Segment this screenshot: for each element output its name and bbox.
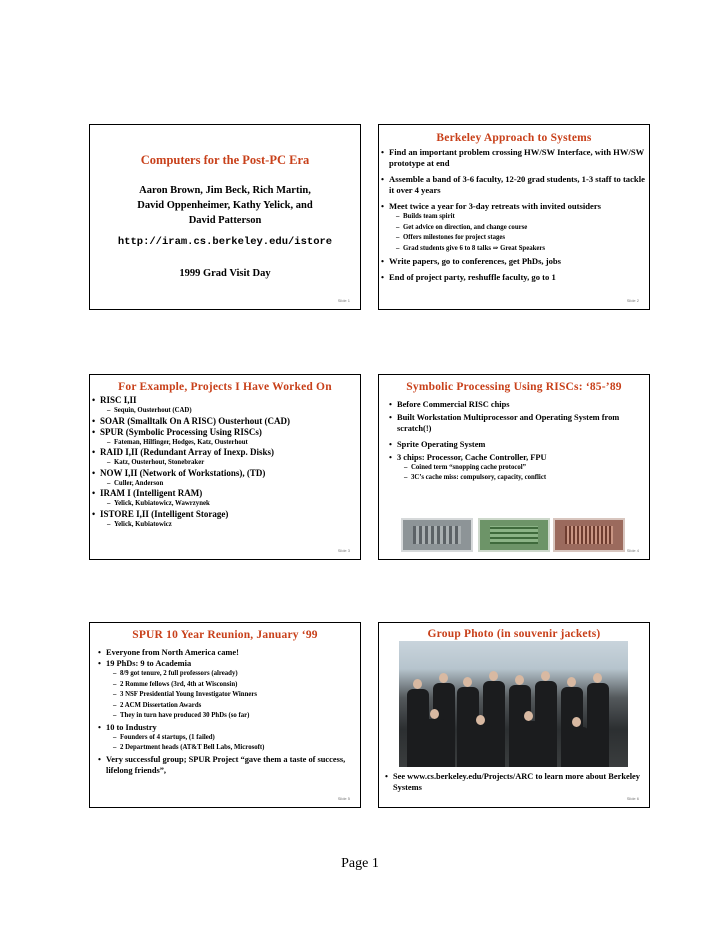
bullet-item: • See www.cs.berkeley.edu/Projects/ARC to learn more about Berkeley Systems [385, 771, 643, 793]
bullet-list [381, 147, 645, 283]
bullet-item: • IRAM I (Intelligent RAM) [92, 488, 356, 499]
slide-4 [378, 374, 650, 560]
bullet-item: • Before Commercial RISC chips [389, 399, 643, 410]
bullet-item: • Very successful group; SPUR Project “gave them a taste of success, lifelong friends”, [98, 754, 354, 776]
author-line: David Patterson [188, 215, 262, 226]
sub-bullet-item: – 8/9 got tenure, 2 full professors (already) [98, 669, 354, 680]
bullet-item: • Sprite Operating System [389, 439, 643, 450]
sub-bullet-item: – 2 Department heads (AT&T Bell Labs, Microsoft) [98, 743, 354, 754]
slide-title: Symbolic Processing Using RISCs: ‘85-’89 [406, 381, 622, 393]
slide-number: Slide 3 [337, 548, 350, 553]
event-name: 1999 Grad Visit Day [179, 268, 271, 279]
sub-bullet-item: – Yelick, Kubiatowicz [92, 520, 356, 530]
bullet-item: • Built Workstation Multiprocessor and Operating System from scratch(!) [389, 412, 643, 434]
processor-chip-image [401, 518, 473, 552]
slide-title: Group Photo (in souvenir jackets) [427, 628, 601, 640]
sub-bullet-item: – Offers milestones for project stages [381, 233, 645, 244]
page-number: Page 1 [341, 856, 379, 871]
sub-bullet-item: – Culler, Anderson [92, 479, 356, 489]
slide-title: Berkeley Approach to Systems [436, 132, 592, 144]
bullet-item: • SPUR (Symbolic Processing Using RISCs) [92, 427, 356, 438]
sub-bullet-item: – Get advice on direction, and change course [381, 223, 645, 234]
bullet-item: • Write papers, go to conferences, get PhDs, jobs [381, 256, 645, 267]
author-line: Aaron Brown, Jim Beck, Rich Martin, [139, 185, 311, 196]
bullet-item: • 19 PhDs: 9 to Academia [98, 658, 354, 669]
slide-number: Slide 5 [337, 796, 350, 801]
bullet-item: • RAID I,II (Redundant Array of Inexp. Disks) [92, 447, 356, 458]
sub-bullet-item: – Builds team spirit [381, 212, 645, 223]
sub-bullet-item: – Sequin, Ousterhout (CAD) [92, 406, 356, 416]
sub-bullet-item: – Yelick, Kubiatowicz, Wawrzynek [92, 499, 356, 509]
sub-bullet-item: – Grad students give 6 to 8 talks ⇒ Great Speakers [381, 244, 645, 255]
bullet-list [389, 399, 643, 483]
sub-bullet-item: – They in turn have produced 30 PhDs (so far) [98, 711, 354, 722]
bullet-list [385, 771, 643, 793]
slide-5 [89, 622, 361, 808]
sub-bullet-item: – Coined term “snopping cache protocol” [389, 463, 643, 473]
sub-bullet-item: – 2 ACM Dissertation Awards [98, 701, 354, 712]
bullet-item: • Meet twice a year for 3-day retreats with invited outsiders [381, 201, 645, 212]
bullet-item: • End of project party, reshuffle faculty, go to 1 [381, 272, 645, 283]
slide-title: SPUR 10 Year Reunion, January ‘99 [132, 629, 318, 641]
slide-1 [89, 124, 361, 310]
slide-3 [89, 374, 361, 560]
bullet-item: • 3 chips: Processor, Cache Controller, FPU [389, 452, 643, 463]
bullet-item: • ISTORE I,II (Intelligent Storage) [92, 509, 356, 520]
bullet-item: • SOAR (Smalltalk On A RISC) Ousterhout (CAD) [92, 416, 356, 427]
sub-bullet-item: – 2 Romme fellows (3rd, 4th at Wisconsin) [98, 680, 354, 691]
sub-bullet-item: – 3 NSF Presidential Young Investigator Winners [98, 690, 354, 701]
bullet-item: • RISC I,II [92, 395, 356, 406]
author-list [90, 183, 360, 228]
slide-6 [378, 622, 650, 808]
bullet-item: • NOW I,II (Network of Workstations), (TD) [92, 468, 356, 479]
bullet-list [92, 395, 356, 529]
bullet-item: • Everyone from North America came! [98, 647, 354, 658]
sub-bullet-item: – Founders of 4 startups, (1 failed) [98, 733, 354, 744]
slide-2 [378, 124, 650, 310]
slide-title: For Example, Projects I Have Worked On [118, 381, 332, 393]
slide-number: Slide 1 [337, 298, 350, 303]
sub-bullet-item: – Katz, Ousterhout, Stonebraker [92, 458, 356, 468]
slide-title: Computers for the Post-PC Era [140, 153, 310, 167]
bullet-item: • Find an important problem crossing HW/SW Interface, with HW/SW prototype at end [381, 147, 645, 169]
project-url: http://iram.cs.berkeley.edu/istore [117, 236, 333, 248]
cache-controller-chip-image [478, 518, 550, 552]
slide-number: Slide 6 [626, 796, 639, 801]
bullet-item: • Assemble a band of 3-6 faculty, 12-20 grad students, 1-3 staff to tackle it over 4 years [381, 174, 645, 196]
slide-number: Slide 4 [626, 548, 639, 553]
bullet-list [98, 647, 354, 776]
author-line: David Oppenheimer, Kathy Yelick, and [137, 200, 313, 211]
fpu-chip-image [553, 518, 625, 552]
bullet-item: • 10 to Industry [98, 722, 354, 733]
sub-bullet-item: – 3C’s cache miss: compulsory, capacity, conflict [389, 473, 643, 483]
sub-bullet-item: – Fateman, Hilfinger, Hodges, Katz, Ousterhout [92, 438, 356, 448]
group-photo [399, 641, 628, 767]
slide-number: Slide 2 [626, 298, 639, 303]
